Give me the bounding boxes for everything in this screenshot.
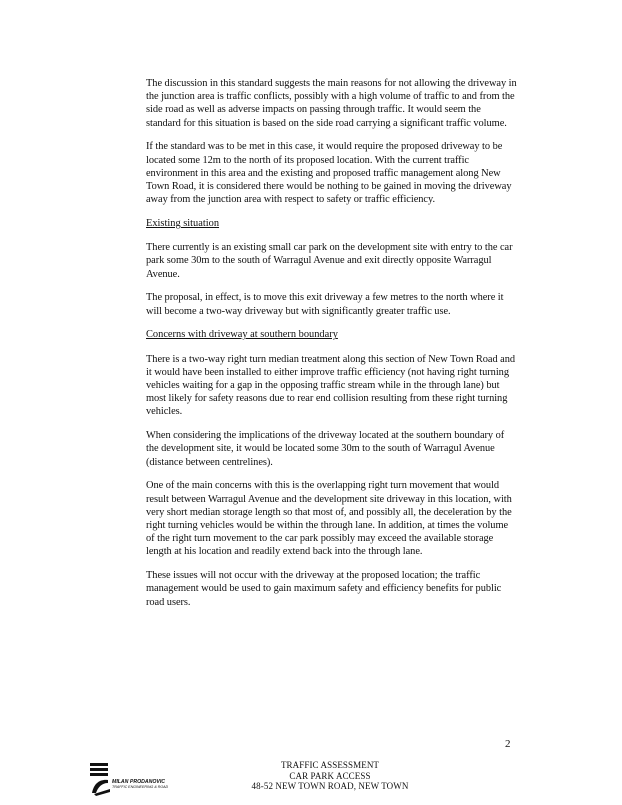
footer-line-1: TRAFFIC ASSESSMENT [280, 760, 380, 770]
section-heading-concerns: Concerns with driveway at southern boundary [146, 329, 338, 341]
footer [200, 760, 460, 792]
section-heading-existing: Existing situation [146, 218, 220, 230]
footer-line-2: CAR PARK ACCESS [289, 770, 371, 781]
page-number: 2 [505, 738, 511, 750]
paragraph: The discussion in this standard suggests the main reasons for not allowing the driveway in the junction area is traffic conflicts, possibly with a high volume of traffic to and from the side road as well as adverse impacts on passing through traffic. It would seem the standard for this situation is based on the side road carrying a significant traffic volume. [146, 78, 517, 129]
paragraph: There currently is an existing small car park on the development site with entry to the car park some 30m to the south of Warragul Avenue and exit directly opposite Warragul Avenue. [146, 242, 513, 280]
logo-tagline: TRAFFIC ENGINEERING & ROAD [112, 785, 169, 789]
company-logo-icon [90, 763, 180, 797]
paragraph: These issues will not occur with the driveway at the proposed location; the traffic management would be used to gain maximum safety and efficiency benefits for public road users. [146, 570, 502, 608]
paragraph: When considering the implications of the driveway located at the southern boundary of the development site, it would be located some 30m to the south of Warragul Avenue (distance between centrelines). [146, 430, 505, 468]
paragraph: There is a two-way right turn median treatment along this section of New Town Road and it would have been installed to either improve traffic efficiency (not having right turning vehicles waiting for a gap in the opposing traffic stream while in the through lane) but most likely for safety reasons due to rear end collision resulting from these right turning vehicles. [146, 353, 516, 418]
paragraph: One of the main concerns with this is the overlapping right turn movement that would result between Warragul Avenue and the development site driveway in this location, with very short median storage length so that most of, and possibly all, the deceleration by the right turning vehicles would be within the through lane. In addition, at times the volume of the right turn movement to the car park possibly may exceed the available storage length at his location and readily extend back into the through lane. [146, 480, 512, 558]
paragraph: The proposal, in effect, is to move this exit driveway a few metres to the north where it will become a two-way driveway but with significantly greater traffic use. [146, 292, 504, 317]
logo-name: MILAN PRODANOVIC [112, 779, 166, 785]
paragraph: If the standard was to be met in this case, it would require the proposed driveway to be located some 12m to the north of its proposed location. With the current traffic environment in this area and the existing and proposed traffic management along New Town Road, it is considered there would be nothing to be gained in moving the driveway away from the junction area with respect to safety or traffic efficiency. [146, 141, 512, 206]
body-text [146, 77, 518, 619]
footer-line-3: 48-52 NEW TOWN ROAD, NEW TOWN [251, 781, 409, 791]
